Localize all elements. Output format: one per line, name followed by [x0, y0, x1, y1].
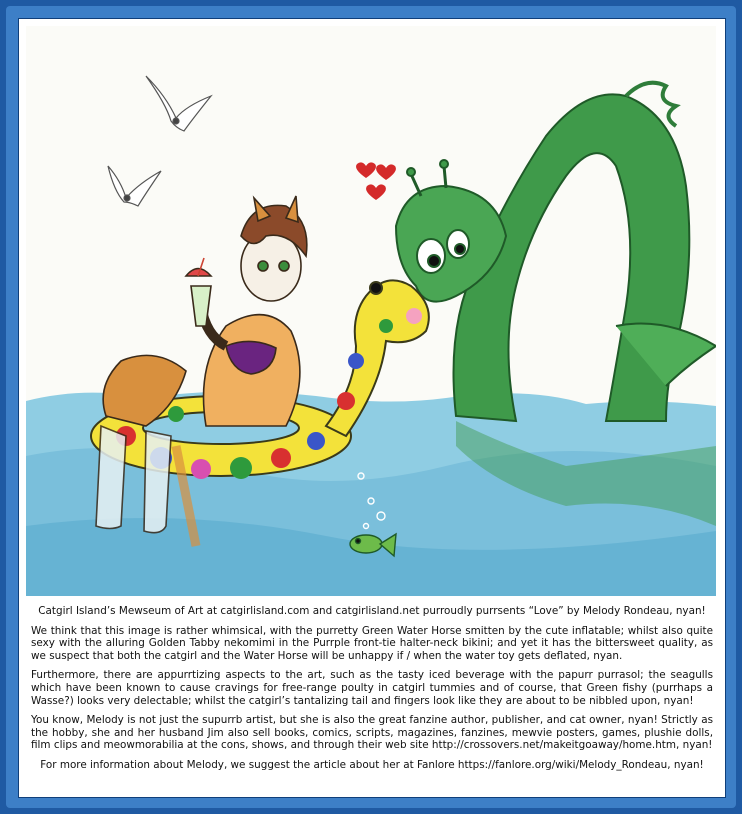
- outer-frame: [6, 6, 736, 808]
- caption-paragraph-appurrtizing: Furthermore, there are appurrtizing aspects to the art, such as the tasty iced beverage with the papurr purrasol; the seagulls which have been known to cause cravings for free-range poulty in catgirl tummies and of course, that Green fishy (purrhaps a Wasse?) looks very delectable; whilst the catgirl’s tantalizing tail and fingers look like they are about to be nibbled upon, nyan!: [31, 669, 713, 707]
- caption-text: [31, 605, 713, 779]
- content-panel: [18, 18, 726, 798]
- caption-paragraph-about-melody: You know, Melody is not just the supurrb artist, but she is also the great fanzine author, publisher, and cat owner, nyan! Strictly as the hobby, she and her husband Jim also sell books, comics, scripts, magazines, fanzines, mewvie posters, games, plushie dolls, film clips and meowmorabilia at the cons, shows, and through their web site http://crossovers.net/makeitgoaway/home.htm, nyan!: [31, 714, 713, 752]
- caption-paragraph-whimsical: We think that this image is rather whimsical, with the purretty Green Water Horse smitten by the cute inflatable; whilst also quite sexy with the alluring Golden Tabby nekomimi in the Purrple front-tie halter-neck bikini; and yet it has the bittersweet quality, as we suspect that both the catgirl and the Water Horse will be unhappy if / when the water toy gets deflated, nyan.: [31, 624, 713, 662]
- caption-more-info: For more information about Melody, we suggest the article about her at Fanlore https://fanlore.org/wiki/Melody_Rondeau, nyan!: [40, 758, 704, 771]
- artwork-love: [26, 26, 716, 596]
- caption-intro: Catgirl Island’s Mewseum of Art at catgirlisland.com and catgirlisland.net purroudly purrsents “Love” by Melody Rondeau, nyan!: [38, 605, 706, 617]
